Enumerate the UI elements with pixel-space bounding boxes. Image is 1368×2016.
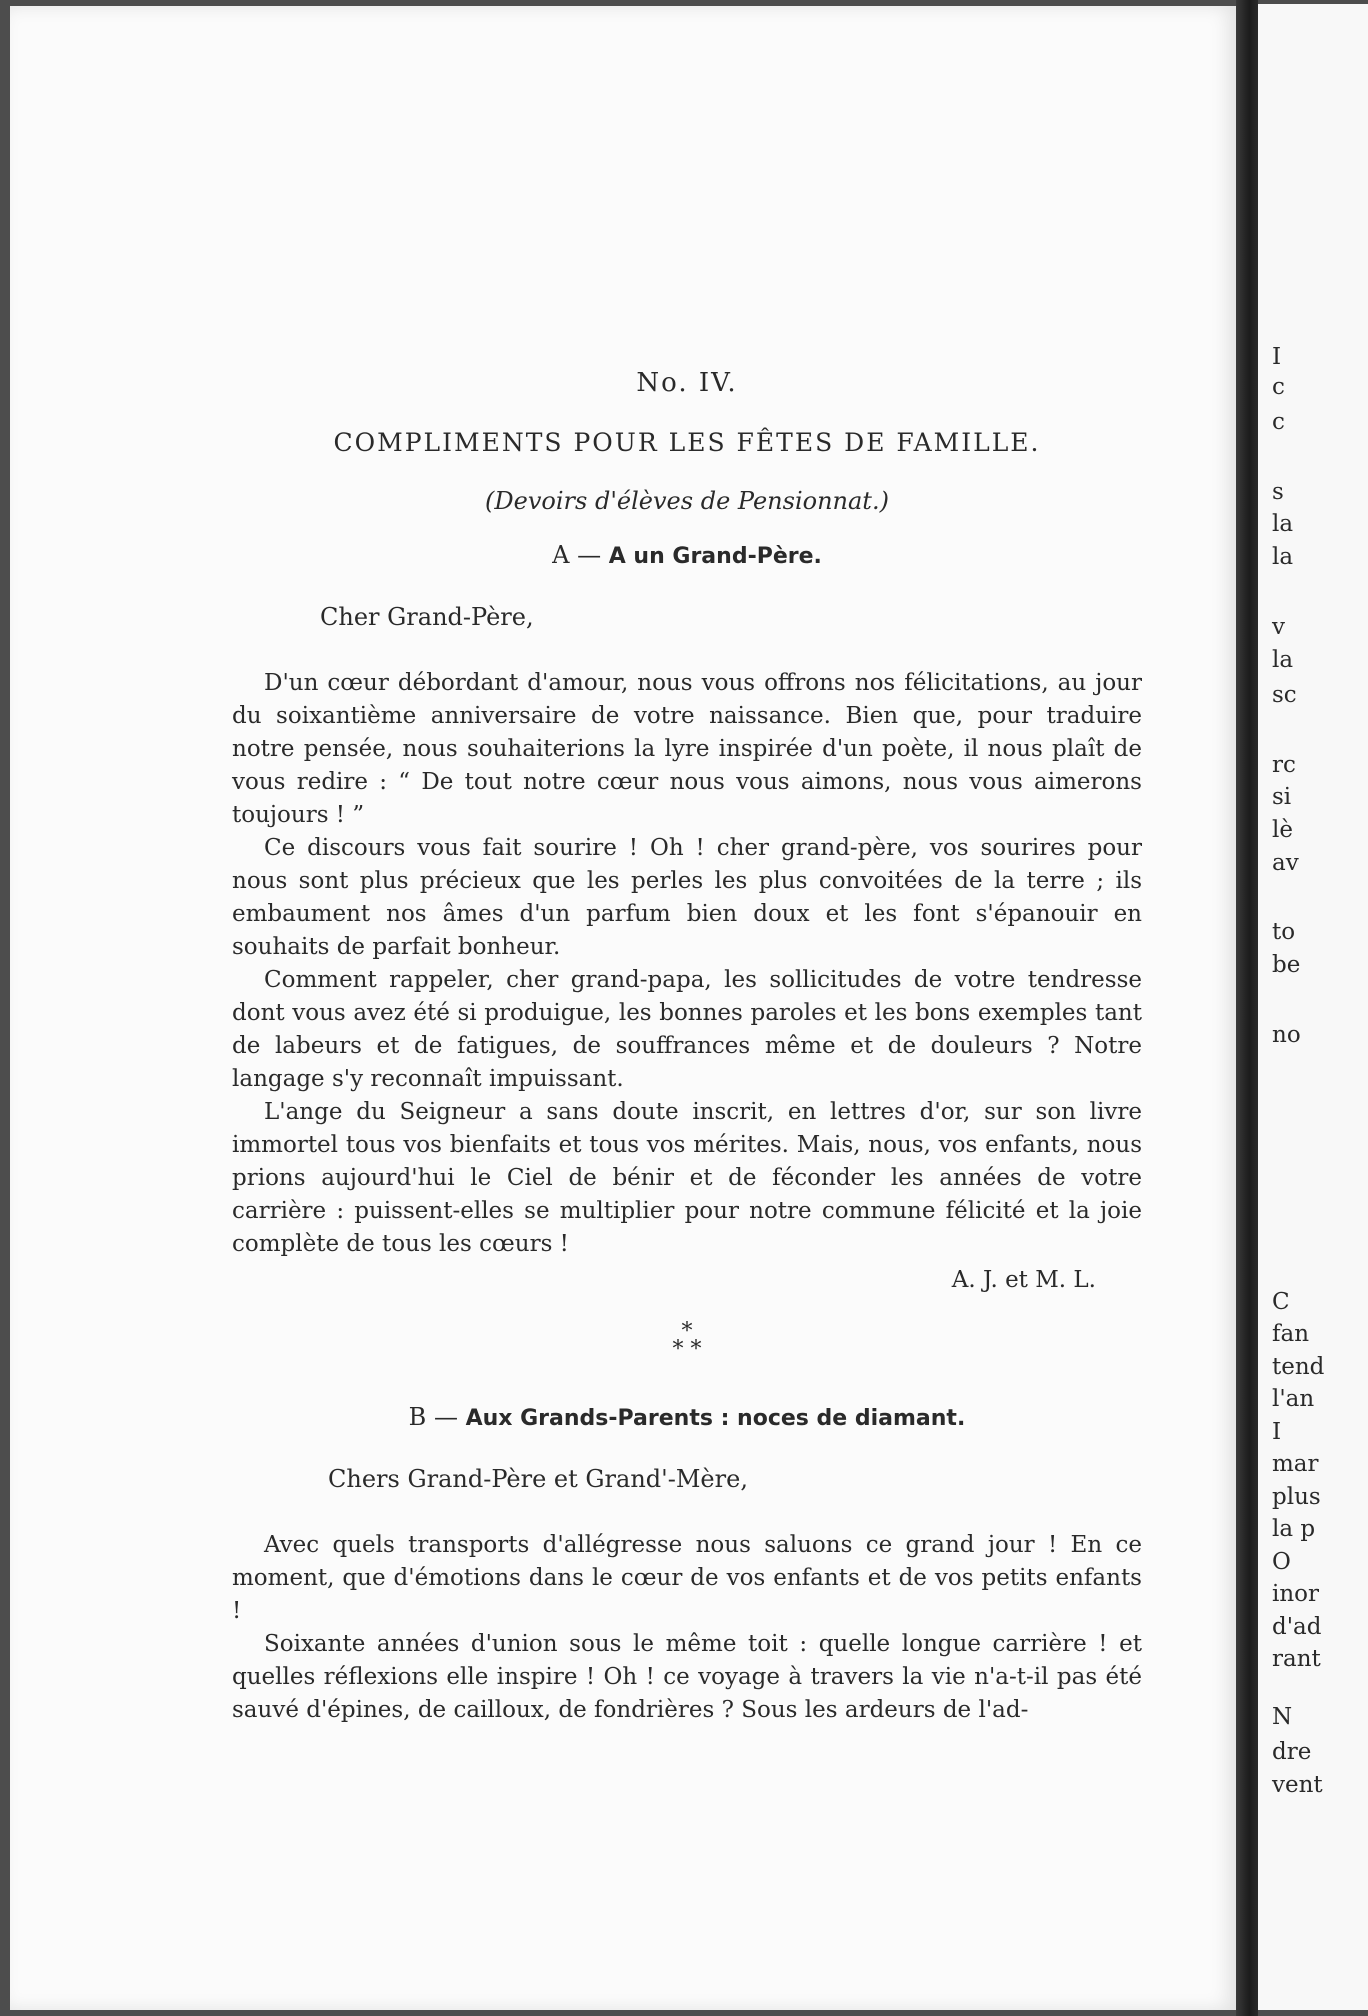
facing-fragment: tend [1272,1354,1325,1380]
facing-fragment: v [1272,614,1285,640]
facing-fragment: s [1272,479,1284,505]
facing-fragment: plus [1272,1484,1321,1510]
facing-fragment: rant [1272,1646,1321,1672]
section-a-prefix: A — [552,541,602,569]
section-b-prefix: B — [408,1403,458,1431]
facing-fragment: l'an [1272,1386,1315,1412]
facing-fragment: sc [1272,682,1297,708]
facing-fragment: dre [1272,1739,1312,1765]
section-b-title: Aux Grands-Parents : noces de diamant. [465,1406,966,1431]
section-a-salutation: Cher Grand-Père, [320,603,534,631]
number-heading: No. IV. [636,368,738,398]
page-subtitle: (Devoirs d'élèves de Pensionnat.) [485,487,889,515]
facing-fragment: la [1272,544,1294,570]
section-a-signature: A. J. et M. L. [951,1267,1096,1293]
facing-fragment: be [1272,952,1301,978]
facing-page-edge [1258,4,1368,2010]
section-b-salutation: Chers Grand-Père et Grand'-Mère, [328,1465,748,1493]
facing-fragment: av [1272,850,1299,876]
facing-fragment: lè [1272,817,1293,843]
facing-fragment: d'ad [1272,1614,1322,1640]
facing-fragment: c [1272,409,1285,435]
facing-fragment: la [1272,511,1294,537]
facing-fragment: inor [1272,1581,1320,1607]
facing-fragment: si [1272,784,1292,810]
asterism-top: * [681,1319,693,1344]
facing-fragment: la p [1272,1516,1316,1542]
asterism-separator [232,1319,1142,1362]
section-a-heading [232,541,1142,569]
facing-fragment: fan [1272,1321,1310,1347]
section-b-heading [232,1403,1142,1431]
section-a-title: A un Grand-Père. [608,544,822,569]
facing-fragment: O [1272,1549,1291,1575]
facing-fragment: to [1272,919,1296,945]
facing-fragment: C [1272,1289,1290,1315]
facing-fragment: la [1272,647,1294,673]
section-a-paragraph-2: Ce discours vous fait sourire ! Oh ! cher grand-père, vos sourires pour nous sont plus précieux que les perles les plus convoitées de la terre ; ils embaument nos âmes d'un parfum bien doux et les font s'épanouir en souhaits de parfait bonheur. [232,835,1142,960]
facing-fragment: mar [1272,1451,1319,1477]
section-a-paragraph-3: Comment rappeler, cher grand-papa, les sollicitudes de votre tendresse dont vous avez été si produigue, les bonnes paroles et les bons exemples tant de labeurs et de fatigues, de souffrances même et de douleurs ? Notre langage s'y reconnaît impuissant. [232,967,1142,1092]
facing-fragment: vent [1272,1772,1323,1798]
section-b-paragraph-1: Avec quels transports d'allégresse nous saluons ce grand jour ! En ce moment, que d'émotions dans le cœur de vos enfants et de vos petits enfants ! [232,1532,1142,1624]
facing-fragment: I [1272,1419,1282,1445]
facing-fragment: rc [1272,752,1296,778]
book-gutter [1236,0,1258,2016]
section-b-paragraph-2: Soixante années d'union sous le même toit : quelle longue carrière ! et quelles réflexions elle inspire ! Oh ! ce voyage à travers la vie n'a-t-il pas été sauvé d'épines, de cailloux, de fondrières ? Sous les ardeurs de l'ad- [232,1631,1142,1723]
section-a-paragraph-4: L'ange du Seigneur a sans doute inscrit, en lettres d'or, sur son livre immortel tous vos bienfaits et tous vos mérites. Mais, nous, vos enfants, nous prions aujourd'hui le Ciel de bénir et de féconder les années de votre carrière : puissent-elles se multiplier pour notre commune félicité et la joie complète de tous les cœurs ! [232,1099,1142,1257]
page-content [232,346,1142,1727]
facing-fragment: no [1272,1022,1301,1048]
page-title: COMPLIMENTS POUR LES FÊTES DE FAMILLE. [333,428,1041,457]
facing-fragment: I [1272,344,1282,370]
left-page [10,6,1236,2010]
section-a-paragraph-1: D'un cœur débordant d'amour, nous vous offrons nos félicitations, au jour du soixantième anniversaire de votre naissance. Bien que, pour traduire notre pensée, nous souhaiterions la lyre inspirée d'un poète, il nous plaît de vous redire : “ De tout notre cœur nous vous aimons, nous vous aimerons toujours ! ” [232,670,1142,828]
facing-fragment: N [1272,1704,1293,1730]
facing-fragment: c [1272,374,1285,400]
asterism-bottom: * * [672,1337,702,1362]
